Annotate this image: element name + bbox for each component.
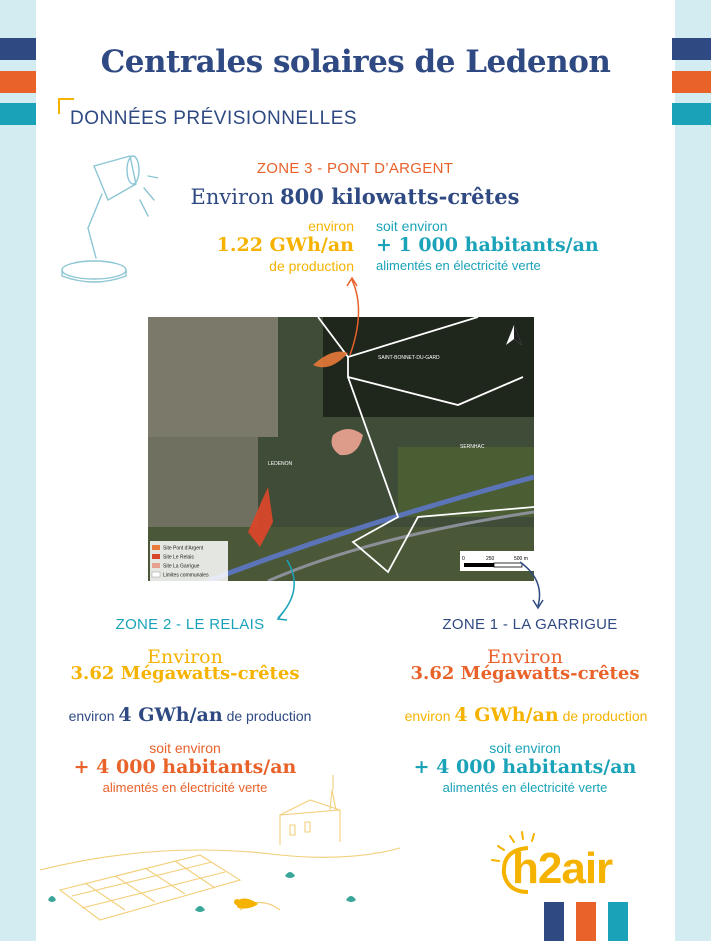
legend-pont-argent: Site Pont d'Argent <box>163 545 204 552</box>
zone1-homes-pre: soit environ <box>489 740 561 756</box>
map-place-ledenon: LEDENON <box>268 461 293 467</box>
zone2-capacity-value: 3.62 Mégawatts-crêtes <box>70 663 300 684</box>
scale-250: 250 <box>486 556 495 562</box>
landscape-illustration <box>40 770 420 941</box>
map-drawing <box>148 317 534 581</box>
left-band <box>0 0 36 941</box>
zone3-homes-post: alimentés en électricité verte <box>376 258 541 273</box>
zone3-capacity-value: 800 kilowatts-crêtes <box>280 184 520 209</box>
legend-la-garrigue: Site La Garrigue <box>163 563 200 570</box>
zone3-production-value: 1.22 GWh/an <box>216 234 354 256</box>
map-place-saint-bonnet: SAINT-BONNET-DU-GARD <box>378 355 440 361</box>
logo-bar-orange <box>576 902 596 941</box>
map-legend <box>150 541 228 581</box>
lamp-icon <box>48 148 158 288</box>
zone3-label: ZONE 3 - PONT D’ARGENT <box>256 160 454 177</box>
zone1-homes-value: + 4 000 habitants/an <box>413 756 637 778</box>
zone2-homes-value: + 4 000 habitants/an <box>73 756 297 778</box>
zone1-capacity-prefix: Environ <box>487 646 563 668</box>
scale-500: 500 m <box>514 556 528 562</box>
zone1-homes-post: alimentés en électricité verte <box>442 780 608 795</box>
zone3-capacity-prefix: Environ <box>190 185 275 209</box>
legend-le-relais: Site Le Relais <box>163 554 194 561</box>
zone3-production-post: de production <box>269 258 354 274</box>
legend-limites: Limites communales <box>163 572 209 579</box>
logo-bar-navy <box>544 902 564 941</box>
bird-icon <box>234 898 258 908</box>
zone3-production-pre: environ <box>308 218 354 234</box>
page-subtitle: DONNÉES PRÉVISIONNELLES <box>70 108 358 129</box>
map-place-sernhac: SERNHAC <box>460 444 485 450</box>
stripe-teal-right <box>672 103 711 125</box>
scale-0: 0 <box>462 556 465 562</box>
zone2-label: ZONE 2 - LE RELAIS <box>115 616 265 633</box>
zone2-homes-post: alimentés en électricité verte <box>102 780 268 795</box>
zone3-capacity <box>170 184 540 210</box>
zone1-production-pre: environ <box>404 708 451 724</box>
page-title: Centrales solaires de Ledenon <box>100 44 611 80</box>
stripe-teal-left <box>0 103 36 125</box>
logo-bar-teal <box>608 902 628 941</box>
zone1-production-post: de production <box>562 708 648 724</box>
logo-text: h2air <box>512 844 613 893</box>
zone2-production-pre: environ <box>68 708 115 724</box>
zone3-homes-pre: soit environ <box>376 218 448 234</box>
zone1-production-value: 4 GWh/an <box>454 704 559 726</box>
zone2-production <box>30 704 350 726</box>
zone2-capacity-prefix: Environ <box>147 646 223 668</box>
zone1-production <box>366 704 686 726</box>
zone3-homes-value: + 1 000 habitants/an <box>376 234 599 256</box>
site-map <box>148 317 534 581</box>
right-band <box>675 0 711 941</box>
map-scale-bar <box>460 551 534 571</box>
h2air-logo <box>488 830 638 941</box>
zone1-label: ZONE 1 - LA GARRIGUE <box>442 616 618 633</box>
zone2-homes-pre: soit environ <box>149 740 221 756</box>
zone2-production-value: 4 GWh/an <box>118 704 223 726</box>
zone2-production-post: de production <box>226 708 312 724</box>
zone1-capacity-value: 3.62 Mégawatts-crêtes <box>410 663 640 684</box>
